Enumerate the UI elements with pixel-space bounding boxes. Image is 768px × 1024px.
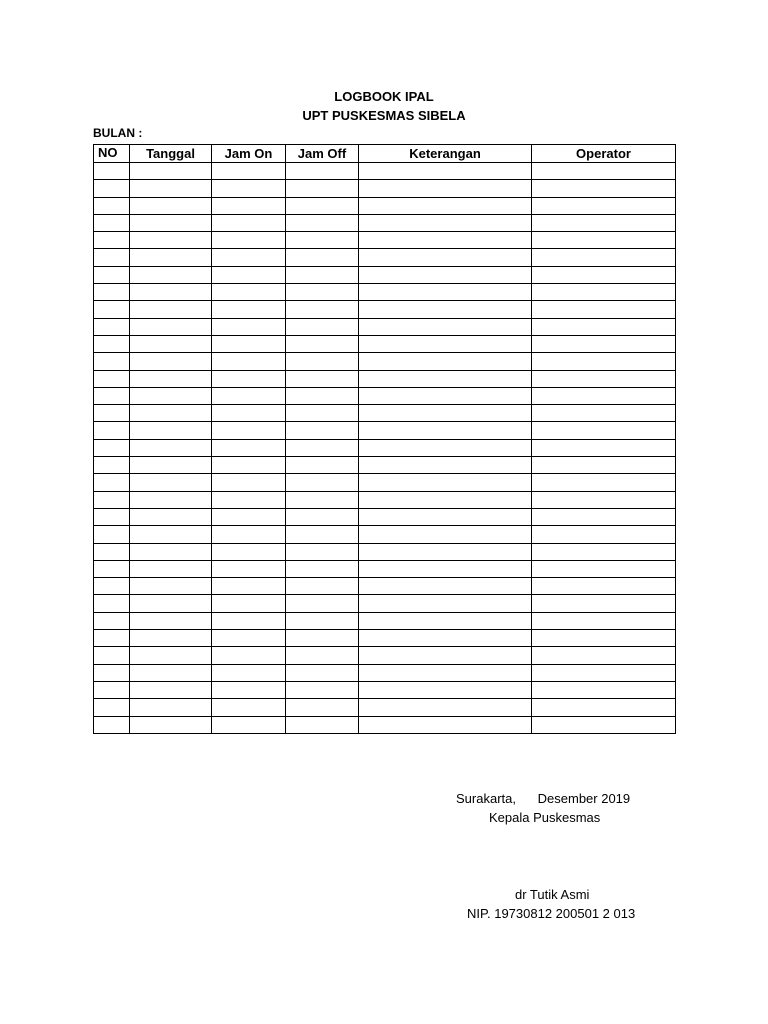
table-cell: [212, 422, 286, 439]
table-cell: [212, 508, 286, 525]
table-cell: [130, 612, 212, 629]
table-cell: [359, 197, 532, 214]
table-cell: [359, 180, 532, 197]
table-cell: [286, 595, 359, 612]
table-cell: [130, 491, 212, 508]
table-cell: [94, 716, 130, 733]
table-row: [94, 197, 676, 214]
table-cell: [359, 457, 532, 474]
table-cell: [212, 301, 286, 318]
table-row: [94, 491, 676, 508]
table-cell: [212, 560, 286, 577]
table-cell: [286, 647, 359, 664]
table-cell: [130, 353, 212, 370]
logbook-table-body: [94, 163, 676, 734]
table-row: [94, 543, 676, 560]
table-header-row: [94, 145, 676, 163]
table-cell: [94, 699, 130, 716]
table-cell: [212, 214, 286, 231]
table-cell: [359, 439, 532, 456]
table-row: [94, 318, 676, 335]
table-cell: [212, 526, 286, 543]
table-cell: [130, 422, 212, 439]
table-cell: [532, 595, 676, 612]
table-cell: [286, 370, 359, 387]
table-cell: [130, 508, 212, 525]
table-cell: [359, 595, 532, 612]
document-title: LOGBOOK IPAL: [334, 89, 434, 104]
table-row: [94, 647, 676, 664]
table-cell: [212, 353, 286, 370]
table-cell: [359, 284, 532, 301]
table-cell: [130, 163, 212, 180]
table-cell: [212, 578, 286, 595]
table-cell: [532, 699, 676, 716]
table-cell: [532, 716, 676, 733]
table-cell: [532, 232, 676, 249]
table-row: [94, 526, 676, 543]
table-row: [94, 232, 676, 249]
table-row: [94, 422, 676, 439]
table-cell: [94, 543, 130, 560]
table-cell: [532, 664, 676, 681]
table-cell: [130, 301, 212, 318]
table-cell: [532, 526, 676, 543]
table-cell: [359, 612, 532, 629]
table-row: [94, 301, 676, 318]
table-cell: [94, 439, 130, 456]
table-cell: [359, 405, 532, 422]
table-cell: [130, 681, 212, 698]
table-cell: [212, 163, 286, 180]
table-cell: [130, 405, 212, 422]
table-cell: [94, 180, 130, 197]
table-cell: [130, 318, 212, 335]
column-header-operator: Operator: [532, 145, 676, 163]
table-cell: [94, 318, 130, 335]
table-cell: [212, 249, 286, 266]
table-cell: [286, 526, 359, 543]
table-row: [94, 457, 676, 474]
table-cell: [359, 647, 532, 664]
table-cell: [532, 439, 676, 456]
table-cell: [94, 491, 130, 508]
table-cell: [532, 214, 676, 231]
table-cell: [359, 578, 532, 595]
table-cell: [286, 630, 359, 647]
table-cell: [359, 560, 532, 577]
table-cell: [359, 370, 532, 387]
table-cell: [286, 405, 359, 422]
table-cell: [130, 630, 212, 647]
table-cell: [286, 180, 359, 197]
table-cell: [286, 612, 359, 629]
table-cell: [532, 301, 676, 318]
table-cell: [532, 578, 676, 595]
table-cell: [130, 664, 212, 681]
table-cell: [94, 474, 130, 491]
table-cell: [532, 491, 676, 508]
table-cell: [286, 266, 359, 283]
table-row: [94, 560, 676, 577]
table-cell: [212, 284, 286, 301]
table-cell: [212, 266, 286, 283]
table-cell: [212, 180, 286, 197]
table-row: [94, 630, 676, 647]
table-cell: [94, 647, 130, 664]
table-cell: [212, 197, 286, 214]
table-cell: [359, 214, 532, 231]
table-cell: [532, 387, 676, 404]
table-cell: [94, 595, 130, 612]
table-cell: [286, 318, 359, 335]
table-cell: [532, 405, 676, 422]
table-cell: [94, 284, 130, 301]
table-row: [94, 716, 676, 733]
table-cell: [286, 699, 359, 716]
table-row: [94, 214, 676, 231]
table-cell: [286, 578, 359, 595]
table-cell: [94, 387, 130, 404]
column-header-jam-on: Jam On: [212, 145, 286, 163]
table-cell: [130, 370, 212, 387]
table-row: [94, 284, 676, 301]
table-cell: [94, 266, 130, 283]
table-cell: [359, 699, 532, 716]
table-row: [94, 474, 676, 491]
table-cell: [94, 353, 130, 370]
table-cell: [94, 578, 130, 595]
table-cell: [212, 439, 286, 456]
table-cell: [359, 301, 532, 318]
table-cell: [286, 716, 359, 733]
table-cell: [130, 249, 212, 266]
table-cell: [130, 647, 212, 664]
table-row: [94, 595, 676, 612]
table-cell: [130, 578, 212, 595]
table-cell: [130, 526, 212, 543]
table-cell: [212, 699, 286, 716]
table-cell: [532, 284, 676, 301]
table-row: [94, 387, 676, 404]
table-row: [94, 508, 676, 525]
signature-nip: NIP. 19730812 200501 2 013: [467, 906, 636, 921]
table-cell: [286, 284, 359, 301]
table-cell: [532, 335, 676, 352]
table-cell: [212, 681, 286, 698]
table-cell: [359, 543, 532, 560]
table-cell: [359, 163, 532, 180]
table-row: [94, 578, 676, 595]
table-cell: [130, 716, 212, 733]
table-cell: [94, 370, 130, 387]
table-cell: [212, 370, 286, 387]
table-row: [94, 335, 676, 352]
table-cell: [359, 508, 532, 525]
table-cell: [212, 491, 286, 508]
table-cell: [94, 301, 130, 318]
table-cell: [212, 318, 286, 335]
table-row: [94, 681, 676, 698]
column-header-tanggal: Tanggal: [130, 145, 212, 163]
table-cell: [286, 197, 359, 214]
signature-place-date: Surakarta, Desember 2019: [456, 791, 631, 806]
table-cell: [94, 197, 130, 214]
document-subtitle: UPT PUSKESMAS SIBELA: [302, 108, 466, 123]
table-cell: [130, 335, 212, 352]
table-row: [94, 664, 676, 681]
table-cell: [130, 180, 212, 197]
table-row: [94, 266, 676, 283]
table-cell: [359, 422, 532, 439]
table-cell: [532, 457, 676, 474]
table-row: [94, 180, 676, 197]
table-cell: [532, 353, 676, 370]
table-cell: [94, 422, 130, 439]
table-cell: [212, 457, 286, 474]
table-cell: [94, 612, 130, 629]
table-cell: [532, 197, 676, 214]
table-cell: [359, 716, 532, 733]
table-cell: [359, 630, 532, 647]
table-cell: [286, 422, 359, 439]
table-cell: [286, 249, 359, 266]
table-cell: [286, 163, 359, 180]
table-row: [94, 163, 676, 180]
table-cell: [94, 560, 130, 577]
table-cell: [212, 232, 286, 249]
table-cell: [532, 508, 676, 525]
table-cell: [359, 335, 532, 352]
logbook-table: [93, 144, 676, 734]
table-cell: [359, 249, 532, 266]
table-cell: [532, 647, 676, 664]
table-cell: [94, 249, 130, 266]
column-header-no: NO: [94, 145, 130, 163]
table-row: [94, 612, 676, 629]
table-cell: [94, 508, 130, 525]
table-cell: [359, 318, 532, 335]
table-cell: [212, 647, 286, 664]
table-cell: [532, 630, 676, 647]
table-cell: [130, 560, 212, 577]
table-cell: [286, 387, 359, 404]
table-cell: [532, 249, 676, 266]
table-cell: [212, 630, 286, 647]
table-cell: [286, 335, 359, 352]
table-cell: [359, 266, 532, 283]
table-cell: [532, 560, 676, 577]
bulan-label: BULAN :: [93, 126, 143, 140]
table-cell: [359, 387, 532, 404]
table-cell: [359, 491, 532, 508]
table-cell: [532, 543, 676, 560]
table-cell: [212, 335, 286, 352]
table-cell: [532, 266, 676, 283]
table-cell: [286, 664, 359, 681]
table-cell: [212, 595, 286, 612]
table-cell: [532, 163, 676, 180]
table-cell: [286, 353, 359, 370]
table-cell: [359, 681, 532, 698]
table-row: [94, 699, 676, 716]
table-cell: [286, 560, 359, 577]
table-cell: [94, 457, 130, 474]
table-cell: [212, 474, 286, 491]
table-cell: [286, 232, 359, 249]
table-cell: [532, 318, 676, 335]
table-cell: [532, 370, 676, 387]
table-cell: [212, 716, 286, 733]
table-cell: [130, 284, 212, 301]
table-cell: [130, 214, 212, 231]
table-cell: [130, 699, 212, 716]
table-cell: [130, 387, 212, 404]
table-cell: [130, 543, 212, 560]
table-cell: [286, 491, 359, 508]
table-cell: [286, 439, 359, 456]
table-cell: [359, 474, 532, 491]
signature-role: Kepala Puskesmas: [489, 810, 601, 825]
table-cell: [130, 266, 212, 283]
table-cell: [532, 180, 676, 197]
table-cell: [94, 681, 130, 698]
table-cell: [94, 163, 130, 180]
table-cell: [532, 612, 676, 629]
table-cell: [286, 474, 359, 491]
table-cell: [286, 457, 359, 474]
table-cell: [286, 508, 359, 525]
table-cell: [94, 214, 130, 231]
table-cell: [94, 526, 130, 543]
table-cell: [286, 543, 359, 560]
column-header-jam-off: Jam Off: [286, 145, 359, 163]
table-cell: [532, 422, 676, 439]
table-row: [94, 353, 676, 370]
table-cell: [94, 232, 130, 249]
table-row: [94, 249, 676, 266]
table-cell: [212, 405, 286, 422]
table-cell: [130, 474, 212, 491]
table-row: [94, 405, 676, 422]
table-row: [94, 439, 676, 456]
table-cell: [212, 387, 286, 404]
table-cell: [130, 232, 212, 249]
table-cell: [532, 681, 676, 698]
table-row: [94, 370, 676, 387]
table-cell: [130, 197, 212, 214]
table-cell: [359, 353, 532, 370]
table-cell: [359, 526, 532, 543]
table-cell: [130, 457, 212, 474]
table-cell: [286, 214, 359, 231]
column-header-keterangan: Keterangan: [359, 145, 532, 163]
table-cell: [286, 301, 359, 318]
table-cell: [94, 335, 130, 352]
signature-name: dr Tutik Asmi: [515, 887, 590, 902]
table-cell: [286, 681, 359, 698]
table-cell: [212, 664, 286, 681]
table-cell: [212, 543, 286, 560]
table-cell: [212, 612, 286, 629]
table-cell: [532, 474, 676, 491]
table-cell: [359, 664, 532, 681]
table-cell: [130, 439, 212, 456]
table-cell: [94, 664, 130, 681]
table-cell: [94, 405, 130, 422]
table-cell: [130, 595, 212, 612]
table-cell: [359, 232, 532, 249]
table-cell: [94, 630, 130, 647]
